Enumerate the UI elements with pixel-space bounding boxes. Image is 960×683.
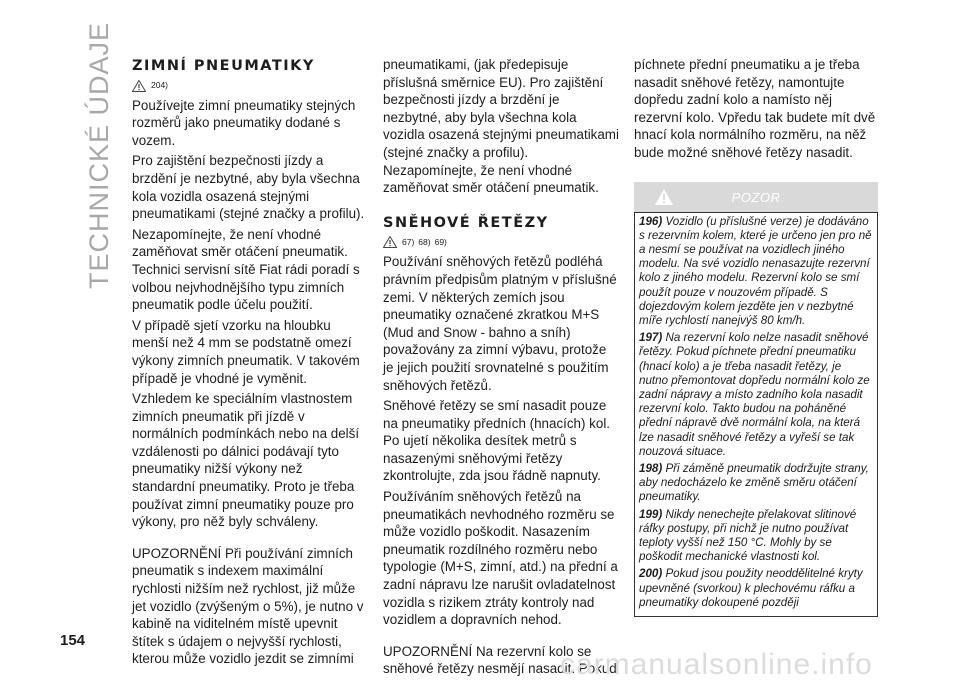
warning-triangle-icon — [132, 80, 146, 92]
paragraph: Pro zajištění bezpečnosti jízdy a brzdění je nezbytné, aby byla všechna kola vozidla osazená stejnými pneumatikami (stejné značky a profilu). — [132, 153, 365, 222]
caution-note — [639, 215, 873, 329]
paragraph: píchnete přední pneumatiku a je třeba nasadit sněhové řetězy, namontujte dopředu zadní kolo a namísto něj rezervní kolo. Vpředu tak budete mít dvě hnací kola normálního rozměru, na něž bude možné sněhové řetězy nasadit. — [634, 57, 876, 160]
column-3 — [634, 56, 878, 617]
watermark: carmanualsonline.info — [560, 648, 873, 681]
paragraph: Používání sněhových řetězů podléhá právním předpisům platným v příslušné zemi. V některých zemích jsou pneumatiky označené zkratkou M+S (Mud and Snow - bahno a sníh) považovány za zimní výbavu, protože je jejich použití srovnatelné s použitím sněhových řetězů. — [383, 254, 617, 393]
side-section-title-text: TECHNICKÉ ÚDAJE — [84, 21, 115, 290]
paragraph: Nezapomínejte, že není vhodné zaměňovat směr otáčení pneumatik. Technici servisní sítě Fiat rádi poradí s volbou nejvhodnějšího typu zimních pneumatik podle účelu použití. — [132, 226, 360, 313]
ref-number: 69) — [434, 236, 447, 247]
ref-row-winter — [132, 79, 368, 93]
caution-note — [639, 508, 873, 565]
caution-note — [639, 331, 873, 459]
note-number: 200) — [639, 567, 663, 581]
note-number: 197) — [639, 331, 663, 345]
caution-note — [639, 567, 873, 610]
note-text: Nikdy nenechejte přelakovat slitinové ráfky postupy, při nichž je nutno používat teploty vyšší než 150 °C. Mohly by se poškodit mechanické vlastnosti kol. — [639, 507, 857, 564]
warning-triangle-icon — [383, 236, 397, 248]
paragraph: Vzhledem ke speciálním vlastnostem zimních pneumatik při jízdě v normálních podmínkách nebo na delší vzdálenosti po dálnici podávají tyto pneumatiky nižší výkony než standardní pneumatiky. Proto je třeba používat zimní pneumatiky pouze pro výkony, pro něž byly schváleny. — [132, 391, 360, 530]
paragraph: pneumatikami, (jak předepisuje příslušná směrnice EU). Pro zajištění bezpečnosti jízdy a brzdění je nezbytné, aby byla všechna kola vozidla osazená stejnými pneumatikami (stejné značky a profilu). Nezapomínejte, že není vhodné zaměňovat směr otáčení pneumatik. — [383, 57, 619, 196]
note-text: Pokud jsou použity neoddělitelné kryty upevněné (svorkou) k plechovému ráfku a pneumatiky dokoupené později — [639, 567, 863, 609]
paragraph: Používáním sněhových řetězů na pneumatikách nevhodného rozměru se může vozidlo poškodit. Nasazením pneumatik rozdílného rozměru nebo typologie (M+S, zimní, atd.) na přední a zadní nápravu lze narušit ovladatelnost vozidla s rizikem ztráty kontroly nad vozidlem a dopravních nehod. — [383, 489, 618, 628]
caution-title: POZOR — [731, 189, 781, 205]
ref-number: 204) — [151, 79, 169, 90]
column-2 — [383, 56, 619, 681]
ref-number: 67) — [402, 236, 415, 247]
ref-row-chains — [383, 235, 619, 249]
paragraph: Sněhové řetězy se smí nasadit pouze na pneumatiky předních (hnacích) kol. Po ujetí několika desítek metrů s nasazenými sněhovými řetězy zkontrolujte, zda jsou řádně napnuty. — [383, 398, 611, 484]
caution-notes — [634, 212, 878, 617]
page-number: 154 — [60, 632, 86, 649]
note-number: 196) — [639, 214, 663, 228]
column-1 — [132, 56, 368, 671]
heading-snow-chains: SNĚHOVÉ ŘETĚZY — [383, 214, 549, 231]
heading-winter-tyres: ZIMNÍ PNEUMATIKY — [132, 58, 315, 74]
note-number: 199) — [639, 507, 663, 521]
note-text: Na rezervní kolo nelze nasadit sněhové řetězy. Pokud píchnete přední pneumatiku (hnací kolo) a je třeba nasadit řetězy, je nutno přemontovat dopředu normální kolo ze zadní nápravy a místo zadního kola nasadit rezervní kolo. Takto budou na poháněné přední nápravě dvě normální kola, na která lze nasadit sněhové řetězy a vyřeší se tak nouzová situace. — [639, 331, 870, 458]
paragraph: V případě sjetí vzorku na hloubku menší než 4 mm se podstatně omezí výkony zimních pneumatik. V takovém případě je vhodné je vyměnit. — [132, 317, 360, 386]
caution-header — [634, 182, 878, 212]
warning-paragraph: UPOZORNĚNÍ Na rezervní kolo se sněhové řetězy nesmějí nasadit. Pokud — [383, 643, 617, 677]
caution-note — [639, 462, 873, 505]
ref-number: 68) — [418, 236, 431, 247]
paragraph: Používejte zimní pneumatiky stejných rozměrů jako pneumatiky dodané s vozem. — [132, 97, 356, 148]
side-section-title — [84, 21, 115, 290]
note-text: Vozidlo (u příslušné verze) je dodáváno s rezervním kolem, které je určeno jen pro ně a nesmí se používat na vozidlech jiného modelu. Na své vozidlo nenasazujte rezervní kolo z jiného modelu. Rezervní kolo se smí použít pouze v nouzovém případě. S dojezdovým kolem jezděte jen v nezbytné míře rychlostí nanejvýš 80 km/h. — [639, 214, 872, 327]
note-number: 198) — [639, 462, 663, 476]
warning-paragraph: UPOZORNĚNÍ Při používání zimních pneumatik s indexem maximální rychlosti nižším než rychlost, již může jet vozidlo (zvýšeným o 5%), je nutno v kabině na viditelném místě upevnit štítek s údajem o nejvyšší rychlosti, kterou může vozidlo jezdit se zimními — [132, 545, 364, 667]
note-text: Při záměně pneumatik dodržujte strany, aby nedocházelo ke změně směru otáčení pneumatiky. — [639, 462, 869, 504]
